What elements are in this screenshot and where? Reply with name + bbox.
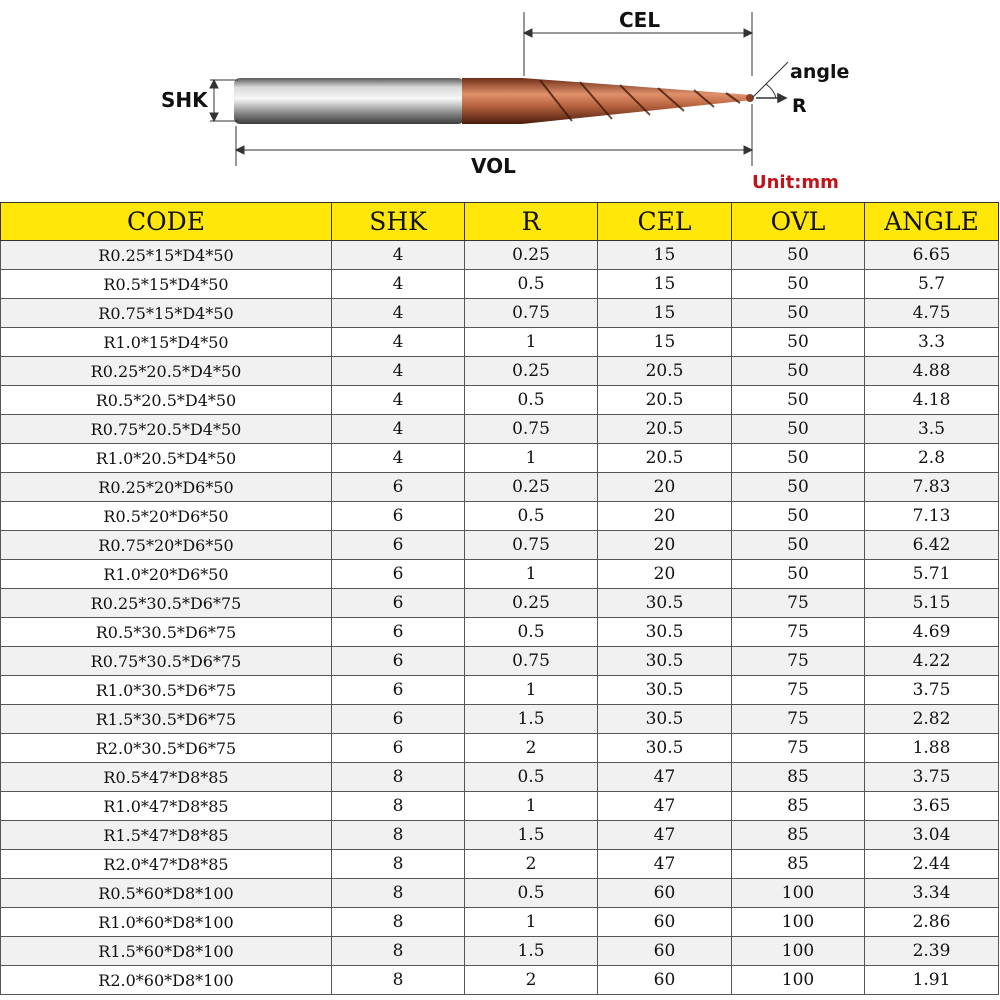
cell-cel: 30.5 — [598, 705, 732, 734]
table-row — [1, 676, 999, 705]
cell-shk: 8 — [332, 966, 465, 995]
cell-code: R0.5*15*D4*50 — [1, 270, 332, 299]
cell-ovl: 50 — [732, 270, 865, 299]
cell-code: R2.0*60*D8*100 — [1, 966, 332, 995]
cell-shk: 6 — [332, 560, 465, 589]
cell-angle: 2.82 — [865, 705, 999, 734]
r-arrow — [756, 94, 786, 102]
cell-ovl: 100 — [732, 966, 865, 995]
cell-cel: 60 — [598, 966, 732, 995]
cell-ovl: 75 — [732, 647, 865, 676]
table-row — [1, 328, 999, 357]
cell-code: R2.0*47*D8*85 — [1, 850, 332, 879]
table-row — [1, 444, 999, 473]
cell-cel: 47 — [598, 821, 732, 850]
tool-diagram — [0, 0, 1000, 200]
cell-ovl: 50 — [732, 560, 865, 589]
cell-cel: 20.5 — [598, 415, 732, 444]
cell-cel: 20 — [598, 502, 732, 531]
tool-shank — [234, 78, 464, 124]
cell-cel: 20.5 — [598, 357, 732, 386]
cell-r: 1.5 — [465, 705, 598, 734]
cell-shk: 8 — [332, 763, 465, 792]
cell-r: 1 — [465, 444, 598, 473]
cell-cel: 15 — [598, 241, 732, 270]
cell-code: R1.0*20.5*D4*50 — [1, 444, 332, 473]
cell-cel: 47 — [598, 763, 732, 792]
cell-shk: 8 — [332, 792, 465, 821]
cell-angle: 5.7 — [865, 270, 999, 299]
cell-angle: 3.65 — [865, 792, 999, 821]
cell-ovl: 85 — [732, 792, 865, 821]
cell-r: 0.25 — [465, 241, 598, 270]
table-row — [1, 937, 999, 966]
cell-cel: 20 — [598, 473, 732, 502]
cell-angle: 6.42 — [865, 531, 999, 560]
cell-angle: 3.04 — [865, 821, 999, 850]
cell-shk: 4 — [332, 270, 465, 299]
table-row — [1, 270, 999, 299]
cell-code: R0.5*30.5*D6*75 — [1, 618, 332, 647]
cell-code: R0.5*60*D8*100 — [1, 879, 332, 908]
cell-angle: 5.15 — [865, 589, 999, 618]
cell-cel: 60 — [598, 879, 732, 908]
cell-ovl: 100 — [732, 879, 865, 908]
cell-angle: 3.5 — [865, 415, 999, 444]
cell-r: 0.75 — [465, 299, 598, 328]
cell-r: 0.5 — [465, 879, 598, 908]
cell-shk: 8 — [332, 908, 465, 937]
table-row — [1, 647, 999, 676]
cell-r: 0.25 — [465, 357, 598, 386]
angle-indicator — [752, 62, 788, 98]
cell-cel: 15 — [598, 328, 732, 357]
cell-r: 1 — [465, 560, 598, 589]
cell-r: 0.5 — [465, 270, 598, 299]
cell-ovl: 100 — [732, 937, 865, 966]
table-row — [1, 473, 999, 502]
cell-ovl: 75 — [732, 734, 865, 763]
header-angle: ANGLE — [865, 203, 999, 241]
cell-code: R0.75*30.5*D6*75 — [1, 647, 332, 676]
cell-cel: 30.5 — [598, 589, 732, 618]
cell-angle: 4.22 — [865, 647, 999, 676]
cell-angle: 4.69 — [865, 618, 999, 647]
cell-angle: 7.83 — [865, 473, 999, 502]
cell-shk: 6 — [332, 734, 465, 763]
cell-angle: 3.34 — [865, 879, 999, 908]
cell-ovl: 50 — [732, 415, 865, 444]
cell-shk: 8 — [332, 879, 465, 908]
header-ovl: OVL — [732, 203, 865, 241]
cell-angle: 3.3 — [865, 328, 999, 357]
cell-ovl: 50 — [732, 386, 865, 415]
cell-code: R1.5*60*D8*100 — [1, 937, 332, 966]
table-header-row — [1, 203, 999, 241]
table-row — [1, 908, 999, 937]
cell-r: 0.75 — [465, 415, 598, 444]
cell-shk: 6 — [332, 647, 465, 676]
cell-ovl: 85 — [732, 850, 865, 879]
r-label: R — [792, 95, 807, 117]
cell-code: R0.75*20.5*D4*50 — [1, 415, 332, 444]
tool-coated-section — [462, 78, 752, 124]
cell-code: R0.25*30.5*D6*75 — [1, 589, 332, 618]
cell-shk: 6 — [332, 676, 465, 705]
cell-ovl: 50 — [732, 473, 865, 502]
cell-r: 1.5 — [465, 821, 598, 850]
cell-cel: 30.5 — [598, 676, 732, 705]
vol-label: VOL — [471, 154, 516, 178]
cell-cel: 20 — [598, 560, 732, 589]
unit-label: Unit:mm — [752, 172, 839, 193]
cell-ovl: 75 — [732, 676, 865, 705]
cell-shk: 4 — [332, 386, 465, 415]
table-row — [1, 792, 999, 821]
table-row — [1, 734, 999, 763]
shk-label: SHK — [161, 88, 208, 112]
table-row — [1, 966, 999, 995]
cell-angle: 2.8 — [865, 444, 999, 473]
cell-code: R0.5*20.5*D4*50 — [1, 386, 332, 415]
cell-angle: 1.88 — [865, 734, 999, 763]
cell-r: 1 — [465, 908, 598, 937]
cell-cel: 15 — [598, 299, 732, 328]
header-cel: CEL — [598, 203, 732, 241]
cell-r: 0.5 — [465, 386, 598, 415]
cel-label: CEL — [619, 8, 661, 32]
cell-ovl: 50 — [732, 299, 865, 328]
cell-ovl: 50 — [732, 502, 865, 531]
header-shk: SHK — [332, 203, 465, 241]
cell-ovl: 50 — [732, 328, 865, 357]
cell-ovl: 50 — [732, 357, 865, 386]
cell-code: R0.75*15*D4*50 — [1, 299, 332, 328]
header-r: R — [465, 203, 598, 241]
cell-shk: 4 — [332, 444, 465, 473]
cell-r: 1.5 — [465, 937, 598, 966]
cell-ovl: 50 — [732, 444, 865, 473]
cell-cel: 30.5 — [598, 647, 732, 676]
cell-r: 0.25 — [465, 473, 598, 502]
cell-ovl: 75 — [732, 705, 865, 734]
cell-r: 1 — [465, 328, 598, 357]
table-row — [1, 386, 999, 415]
cell-angle: 2.44 — [865, 850, 999, 879]
cell-r: 0.25 — [465, 589, 598, 618]
cell-shk: 6 — [332, 618, 465, 647]
cell-code: R1.0*20*D6*50 — [1, 560, 332, 589]
cell-r: 1 — [465, 676, 598, 705]
cell-code: R2.0*30.5*D6*75 — [1, 734, 332, 763]
table-row — [1, 850, 999, 879]
cell-angle: 1.91 — [865, 966, 999, 995]
cell-angle: 2.39 — [865, 937, 999, 966]
table-row — [1, 241, 999, 270]
table-body — [1, 241, 999, 995]
cell-cel: 60 — [598, 937, 732, 966]
cell-angle: 3.75 — [865, 676, 999, 705]
cell-cel: 20.5 — [598, 386, 732, 415]
cell-ovl: 100 — [732, 908, 865, 937]
cell-cel: 20.5 — [598, 444, 732, 473]
cell-r: 0.5 — [465, 502, 598, 531]
cell-ovl: 85 — [732, 763, 865, 792]
cell-shk: 4 — [332, 415, 465, 444]
table-row — [1, 415, 999, 444]
cell-r: 2 — [465, 734, 598, 763]
cell-shk: 4 — [332, 357, 465, 386]
cell-shk: 6 — [332, 705, 465, 734]
cell-code: R1.0*60*D8*100 — [1, 908, 332, 937]
table-row — [1, 763, 999, 792]
cell-angle: 3.75 — [865, 763, 999, 792]
cell-code: R0.5*47*D8*85 — [1, 763, 332, 792]
table-row — [1, 879, 999, 908]
cell-ovl: 50 — [732, 241, 865, 270]
table-row — [1, 357, 999, 386]
cell-shk: 8 — [332, 937, 465, 966]
shk-dimension — [210, 80, 238, 121]
cell-shk: 6 — [332, 473, 465, 502]
table-row — [1, 821, 999, 850]
cell-angle: 6.65 — [865, 241, 999, 270]
cell-r: 0.5 — [465, 618, 598, 647]
cell-code: R1.0*15*D4*50 — [1, 328, 332, 357]
cell-ovl: 50 — [732, 531, 865, 560]
cell-cel: 15 — [598, 270, 732, 299]
cell-shk: 8 — [332, 850, 465, 879]
cell-cel: 30.5 — [598, 734, 732, 763]
cell-code: R0.5*20*D6*50 — [1, 502, 332, 531]
cell-r: 0.5 — [465, 763, 598, 792]
table-row — [1, 560, 999, 589]
cell-cel: 30.5 — [598, 618, 732, 647]
cell-cel: 60 — [598, 908, 732, 937]
table-row — [1, 618, 999, 647]
cell-code: R0.25*20*D6*50 — [1, 473, 332, 502]
cell-angle: 7.13 — [865, 502, 999, 531]
cell-ovl: 75 — [732, 589, 865, 618]
table-row — [1, 705, 999, 734]
table-row — [1, 299, 999, 328]
cell-code: R1.5*47*D8*85 — [1, 821, 332, 850]
cell-r: 2 — [465, 850, 598, 879]
cell-shk: 6 — [332, 589, 465, 618]
cell-r: 1 — [465, 792, 598, 821]
cell-code: R0.25*15*D4*50 — [1, 241, 332, 270]
cell-code: R1.0*47*D8*85 — [1, 792, 332, 821]
header-code: CODE — [1, 203, 332, 241]
cell-angle: 2.86 — [865, 908, 999, 937]
cell-code: R0.75*20*D6*50 — [1, 531, 332, 560]
cell-angle: 4.75 — [865, 299, 999, 328]
cell-angle: 4.18 — [865, 386, 999, 415]
table-row — [1, 589, 999, 618]
cell-ovl: 85 — [732, 821, 865, 850]
spec-table — [0, 202, 999, 995]
cell-r: 0.75 — [465, 647, 598, 676]
table-row — [1, 502, 999, 531]
cell-angle: 4.88 — [865, 357, 999, 386]
cell-ovl: 75 — [732, 618, 865, 647]
cell-shk: 8 — [332, 821, 465, 850]
angle-label: angle — [790, 61, 850, 83]
cell-cel: 47 — [598, 792, 732, 821]
cell-r: 2 — [465, 966, 598, 995]
cell-shk: 4 — [332, 328, 465, 357]
cell-cel: 47 — [598, 850, 732, 879]
cell-shk: 4 — [332, 241, 465, 270]
cell-angle: 5.71 — [865, 560, 999, 589]
table-row — [1, 531, 999, 560]
tool-ball-tip — [746, 94, 754, 102]
cell-shk: 6 — [332, 531, 465, 560]
cell-code: R1.5*30.5*D6*75 — [1, 705, 332, 734]
cell-shk: 6 — [332, 502, 465, 531]
cell-cel: 20 — [598, 531, 732, 560]
cell-shk: 4 — [332, 299, 465, 328]
cell-code: R0.25*20.5*D4*50 — [1, 357, 332, 386]
cell-r: 0.75 — [465, 531, 598, 560]
cell-code: R1.0*30.5*D6*75 — [1, 676, 332, 705]
